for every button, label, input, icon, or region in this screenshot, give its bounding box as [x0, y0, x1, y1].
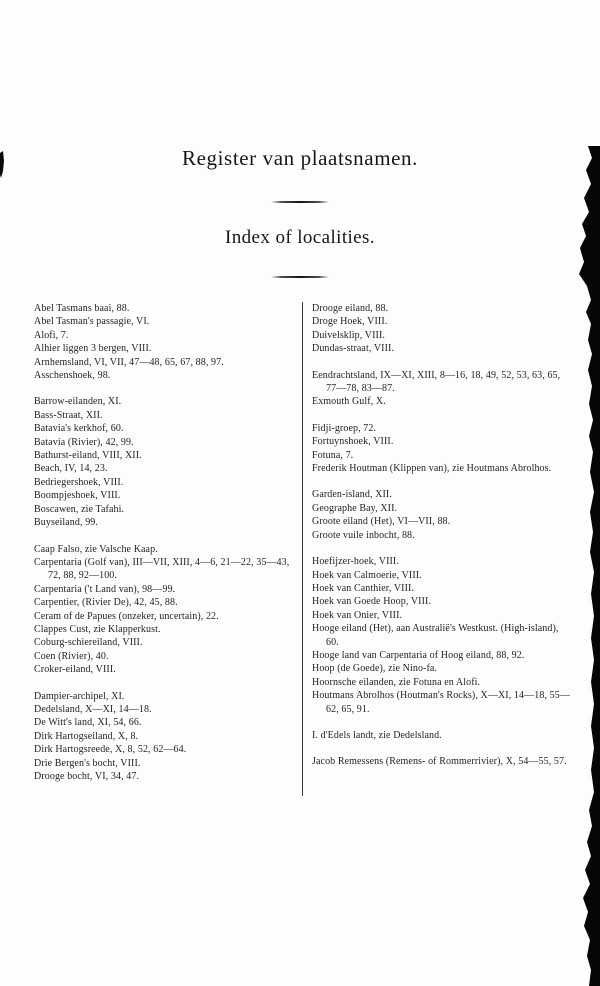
- index-entry: Dirk Hartogsreede, X, 8, 52, 62—64.: [34, 744, 187, 756]
- index-entry: Frederik Houtman (Klippen van), zie Houtmans Abrolhos.: [312, 463, 552, 475]
- index-entry: Bathurst-eiland, VIII, XII.: [34, 450, 142, 462]
- index-entry: De Witt's land, XI, 54, 66.: [34, 717, 142, 729]
- index-entry: I. d'Edels landt, zie Dedelsland.: [312, 729, 442, 741]
- index-group: [34, 690, 292, 784]
- index-group: [34, 543, 292, 677]
- index-entry: Coburg-schiereiland, VIII.: [34, 637, 143, 649]
- index-group: [34, 302, 292, 382]
- index-entry: Fotuna, 7.: [312, 449, 354, 461]
- index-entry: Carpentier, (Rivier De), 42, 45, 88.: [34, 597, 178, 609]
- index-entry: Carpentaria (Golf van), III—VII, XIII, 4—6, 21—22, 35—43, 72, 88, 92—100.: [34, 556, 290, 582]
- index-right-column: [302, 302, 570, 796]
- index-group: [312, 302, 570, 356]
- index-entry: Dirk Hartogseiland, X, 8.: [34, 730, 139, 742]
- index-entry: Bedriegershoek, VIII.: [34, 476, 124, 488]
- index-group: [312, 488, 570, 542]
- index-entry: Fortuynshoek, VIII.: [312, 436, 394, 448]
- index-entry: Exmouth Gulf, X.: [312, 396, 386, 408]
- index-entry: Hoop (de Goede), zie Nino-fa.: [312, 663, 438, 675]
- index-entry: Beach, IV, 14, 23.: [34, 463, 108, 475]
- index-group: [312, 729, 570, 742]
- index-entry: Duivelsklip, VIII.: [312, 329, 385, 341]
- index-entry: Abel Tasmans baai, 88.: [34, 303, 130, 314]
- index-entry: Boscawen, zie Tafahi.: [34, 503, 125, 515]
- index-entry: Barrow-eilanden, XI.: [34, 396, 122, 408]
- index-entry: Arnhemsland, VI, VII, 47—48, 65, 67, 88, 97.: [34, 356, 224, 368]
- index-entry: Hoek van Goede Hoop, VIII.: [312, 596, 432, 608]
- index-entry: Dedelsland, X—XI, 14—18.: [34, 703, 152, 715]
- index-entry: Drie Bergen's bocht, VIII.: [34, 757, 141, 769]
- index-entry: Carpentaria ('t Land van), 98—99.: [34, 583, 176, 595]
- index-entry: Geographe Bay, XII.: [312, 502, 398, 514]
- index-group: [312, 555, 570, 716]
- divider-rule-top: [271, 201, 329, 203]
- index-entry: Boompjeshoek, VIII.: [34, 490, 121, 502]
- index-entry: Hoek van Calmoerie, VIII.: [312, 569, 422, 581]
- index-entry: Hoefijzer-hoek, VIII.: [312, 556, 399, 568]
- index-group: [312, 755, 570, 768]
- divider-rule-bottom: [271, 276, 329, 278]
- index-entry: Houtmans Abrolhos (Houtman's Rocks), X—XI, 14—18, 55—62, 65, 91.: [312, 690, 570, 715]
- book-page: [0, 146, 600, 986]
- index-entry: Clappes Cust, zie Klapperkust.: [34, 623, 161, 635]
- index-entry: Bass-Straat, XII.: [34, 409, 103, 421]
- index-entry: Drooge bocht, VI, 34, 47.: [34, 771, 140, 782]
- index-entry: Asschenshoek, 98.: [34, 370, 111, 382]
- index-entry: Batavia (Rivier), 42, 99.: [34, 436, 134, 448]
- index-entry: Hoek van Onier, VIII.: [312, 609, 403, 621]
- index-entry: Caap Falso, zie Valsche Kaap.: [34, 543, 158, 555]
- index-entry: Hoornsche eilanden, zie Fotuna en Alofi.: [312, 676, 481, 688]
- index-entry: Garden-island, XII.: [312, 489, 392, 501]
- index-left-column: [34, 302, 302, 796]
- index-group: [312, 369, 570, 409]
- index-entry: Eendrachtsland, IX—XI, XIII, 8—16, 18, 49, 52, 53, 63, 65, 77—78, 83—87.: [312, 369, 561, 395]
- index-entry: Jacob Remessens (Remens- of Rommerrivier), X, 54—55, 57.: [312, 756, 567, 768]
- index-entry: Fidji-groep, 72.: [312, 422, 377, 434]
- index-entry: Batavia's kerkhof, 60.: [34, 423, 124, 435]
- index-group: [34, 395, 292, 529]
- index-entry: Buyseiland, 99.: [34, 517, 98, 529]
- index-entry: Drooge eiland, 88.: [312, 303, 389, 314]
- index-entry: Abel Tasman's passagie, VI.: [34, 316, 150, 328]
- page-subtitle: Index of localities.: [225, 227, 375, 248]
- index-entry: Alhier liggen 3 bergen, VIII.: [34, 343, 152, 355]
- index-entry: Groote vuile inbocht, 88.: [312, 529, 415, 541]
- index-entry: Alofi, 7.: [34, 329, 69, 341]
- index-entry: Droge Hoek, VIII.: [312, 316, 388, 328]
- index-columns: [0, 302, 600, 796]
- index-entry: Hooge land van Carpentaria of Hoog eiland, 88, 92.: [312, 649, 525, 661]
- index-entry: Dundas-straat, VIII.: [312, 343, 395, 355]
- index-entry: Hooge eiland (Het), aan Australië's Westkust. (High-island), 60.: [312, 623, 559, 648]
- index-entry: Croker-eiland, VIII.: [34, 664, 116, 676]
- index-entry: Groote eiland (Het), VI—VII, 88.: [312, 516, 451, 528]
- index-entry: Ceram of de Papues (onzeker, uncertain), 22.: [34, 610, 219, 622]
- index-entry: Coen (Rivier), 40.: [34, 650, 109, 662]
- index-entry: Hoek van Canthier, VIII.: [312, 582, 415, 594]
- index-group: [312, 422, 570, 476]
- index-entry: Dampier-archipel, XI.: [34, 690, 125, 702]
- page-title: Register van plaatsnamen.: [181, 146, 418, 170]
